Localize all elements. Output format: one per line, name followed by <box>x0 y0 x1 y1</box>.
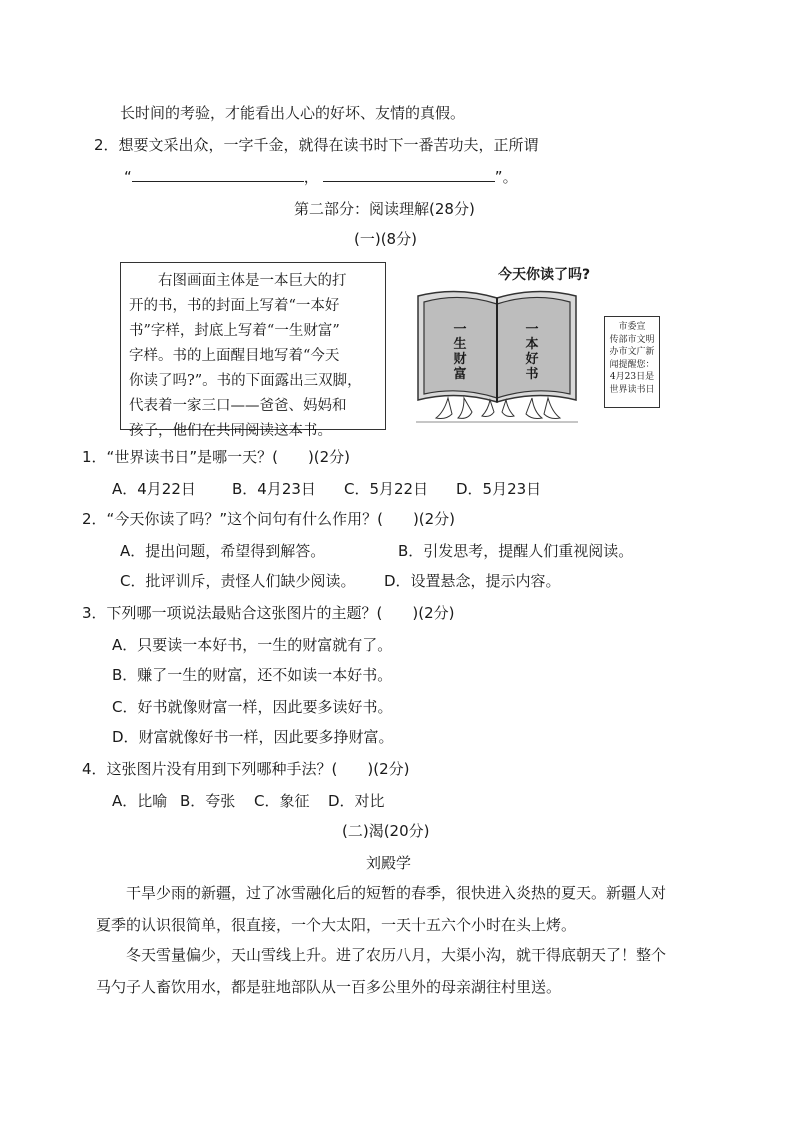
paragraph-line: 马勺子人畜饮用水，都是驻地部队从一百多公里外的母亲湖往村里送。 <box>96 978 562 996</box>
option-b[interactable]: B．夸张 <box>180 792 236 810</box>
char: 一 <box>453 322 467 337</box>
char: 生 <box>453 337 467 352</box>
part-title: 第二部分：阅读理解(28分) <box>294 200 475 218</box>
box-line: 开的书，书的封面上写着“一本好 <box>129 298 340 314</box>
question-1: 1．“世界读书日”是哪一天？( )(2分) <box>82 448 351 466</box>
option-c[interactable]: C．象征 <box>254 792 310 810</box>
option-d[interactable]: D．设置悬念，提示内容。 <box>384 572 561 590</box>
option-b[interactable]: B．引发思考，提醒人们重视阅读。 <box>398 542 634 560</box>
box-line: 字样。书的上面醒目地写着“今天 <box>129 348 340 364</box>
option-a[interactable]: A．比喻 <box>112 792 168 810</box>
prev-line: 长时间的考验，才能看出人心的好坏、友情的真假。 <box>120 104 466 122</box>
author: 刘殿学 <box>366 854 412 872</box>
notice-line: 传部市文明 <box>609 334 655 345</box>
section-1-title: (一)(8分) <box>354 230 417 248</box>
option-a[interactable]: A．提出问题，希望得到解答。 <box>120 542 326 560</box>
char: 一 <box>525 322 539 337</box>
box-line: 你读了吗?”。书的下面露出三双脚， <box>129 373 362 389</box>
option-d[interactable]: D．财富就像好书一样，因此要多挣财富。 <box>112 728 394 746</box>
notice-line: 闻提醒您： <box>609 359 655 370</box>
box-line: 代表着一家三口——爸爸、妈妈和 <box>129 398 347 414</box>
quote-close: ”。 <box>494 168 518 186</box>
box-line: 孩子，他们在共同阅读这本书。 <box>129 423 332 439</box>
option-b[interactable]: B．赚了一生的财富，还不如读一本好书。 <box>112 666 393 684</box>
paragraph-line: 干旱少雨的新疆，过了冰雪融化后的短暂的春季，很快进入炎热的夏天。新疆人对 <box>96 884 667 902</box>
paragraph-line: 冬天雪量偏少，天山雪线上升。进了农历八月，大渠小沟，就干得底朝天了！整个 <box>96 946 667 964</box>
left-page-text <box>452 322 468 382</box>
notice-box <box>604 316 660 408</box>
char: 富 <box>453 367 467 382</box>
char: 本 <box>525 337 539 352</box>
char: 好 <box>525 352 539 367</box>
option-a[interactable]: A．只要读一本好书，一生的财富就有了。 <box>112 636 393 654</box>
option-d[interactable]: D．对比 <box>328 792 385 810</box>
open-book-illustration <box>412 284 582 428</box>
illustration-title: 今天你读了吗? <box>498 267 591 283</box>
question-2-prev: 2．想要文采出众，一字千金，就得在读书时下一番苦功夫，正所谓 <box>94 136 539 154</box>
right-page-text <box>524 322 540 382</box>
option-d[interactable]: D．5月23日 <box>456 480 542 498</box>
question-3: 3．下列哪一项说法最贴合这张图片的主题？( )(2分) <box>82 604 455 622</box>
question-2: 2．“今天你读了吗？”这个问句有什么作用？( )(2分) <box>82 510 456 528</box>
quote-comma: ， <box>303 168 319 186</box>
answer-blank-1[interactable] <box>132 167 304 182</box>
option-c[interactable]: C．批评训斥，责怪人们缺少阅读。 <box>120 572 356 590</box>
option-c[interactable]: C．5月22日 <box>344 480 429 498</box>
notice-line: 办市文广新 <box>609 347 655 357</box>
quote-open: “ <box>124 168 132 186</box>
notice-line: 4月23日是 <box>609 372 655 382</box>
option-c[interactable]: C．好书就像财富一样，因此要多读好书。 <box>112 698 393 716</box>
section-2-title: (二)渴(20分) <box>342 822 430 840</box>
option-a[interactable]: A．4月22日 <box>112 480 196 498</box>
notice-line: 市委宣 <box>618 322 646 332</box>
answer-blank-2[interactable] <box>323 167 495 182</box>
char: 书 <box>525 367 539 382</box>
paragraph-line: 夏季的认识很简单，很直接，一个大太阳，一天十五六个小时在头上烤。 <box>96 916 577 934</box>
description-box <box>120 262 386 439</box>
fill-blank-line <box>124 166 518 187</box>
question-4: 4．这张图片没有用到下列哪种手法？( )(2分) <box>82 760 410 778</box>
option-b[interactable]: B．4月23日 <box>232 480 316 498</box>
notice-line: 世界读书日 <box>609 384 655 395</box>
box-line: 右图画面主体是一本巨大的打 <box>129 273 347 289</box>
box-line: 书”字样，封底上写着“一生财富” <box>129 323 340 339</box>
char: 财 <box>453 352 467 367</box>
